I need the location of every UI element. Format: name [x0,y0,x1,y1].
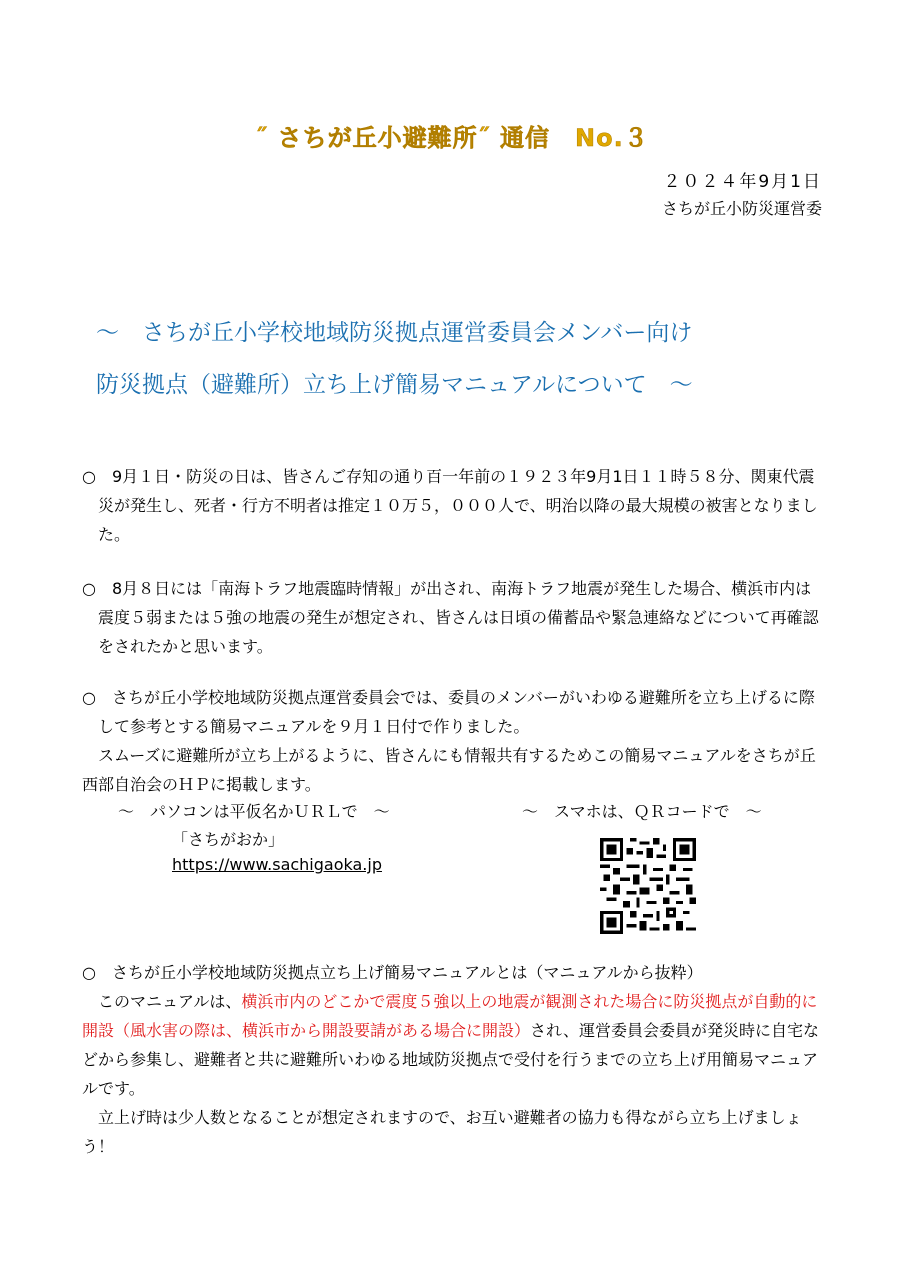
section-manual-summary [82,958,827,1161]
subtitle-line-1: ～ さちが丘小学校地域防災拠点運営委員会メンバー向け [96,320,693,346]
section-manual-summary-closing: 立上げ時は少人数となることが想定されますので、お互い避難者の協力も得ながら立ち上げましょう！ [82,1108,802,1156]
section-disaster-day-text: ○ 9月１日・防災の日は、皆さんご存知の通り百一年前の１９２３年9月1日１１時５８分、関東代震災が発生し、死者・行方不明者は推定１０万５，０００人で、明治以降の最大規模の被害となりました。 [82,467,818,544]
qr-code-icon[interactable] [600,838,696,934]
section-disaster-day [82,462,827,549]
pc-access-label: ～ パソコンは平仮名かＵＲＬで ～ [118,802,390,821]
section-nankai-trough [82,574,827,661]
smartphone-access-label: ～ スマホは、ＱＲコードで ～ [522,802,762,821]
issuer-name: さちが丘小防災運営委 [661,199,822,218]
section-manual-summary-body [82,987,827,1103]
section-manual-notice-text: ○ さちが丘小学校地域防災拠点運営委員会では、委員のメンバーがいわゆる避難所を立ち上げるに際して参考とする簡易マニュアルを９月１日付で作りました。 [82,688,815,736]
site-url-link[interactable]: https://www.sachigaoka.jp [172,855,382,874]
section-nankai-trough-text: ○ 8月８日には「南海トラフ地震臨時情報」が出され、南海トラフ地震が発生した場合、横浜市内は震度５弱または５強の地震の発生が想定され、皆さんは日頃の備蓄品や緊急連絡などについて再確認をされたかと思います。 [82,579,819,656]
summary-body-emphasis: 横浜市内のどこかで震度５強以上の地震が観測された場合に防災拠点が自動的に開設（風水害の際は、横浜市から開設要請がある場合に開設） [82,992,818,1040]
section-manual-notice [82,683,827,799]
section-manual-summary-heading: ○ さちが丘小学校地域防災拠点立ち上げ簡易マニュアルとは（マニュアルから抜粋） [82,963,703,982]
newsletter-title: ˝ さちが丘小避難所˝ 通信 No.３ [255,124,649,152]
section-manual-share-text: スムーズに避難所が立ち上がるように、皆さんにも情報共有するためこの簡易マニュアルをさちが丘西部自治会のＨＰに掲載します。 [82,746,816,794]
site-name-hiragana: 「さちがおか」 [172,830,285,849]
issue-date: ２０２４年9月1日 [663,172,822,192]
summary-body-post: され、運営委員会委員が発災時に自宅などから参集し、避難者と共に避難所いわゆる地域防災拠点で受付を行うまでの立ち上げ用簡易マニュアルです。 [82,1021,819,1098]
subtitle-line-2: 防災拠点（避難所）立ち上げ簡易マニュアルについて ～ [96,372,693,398]
summary-body-pre: このマニュアルは、 [98,992,242,1011]
